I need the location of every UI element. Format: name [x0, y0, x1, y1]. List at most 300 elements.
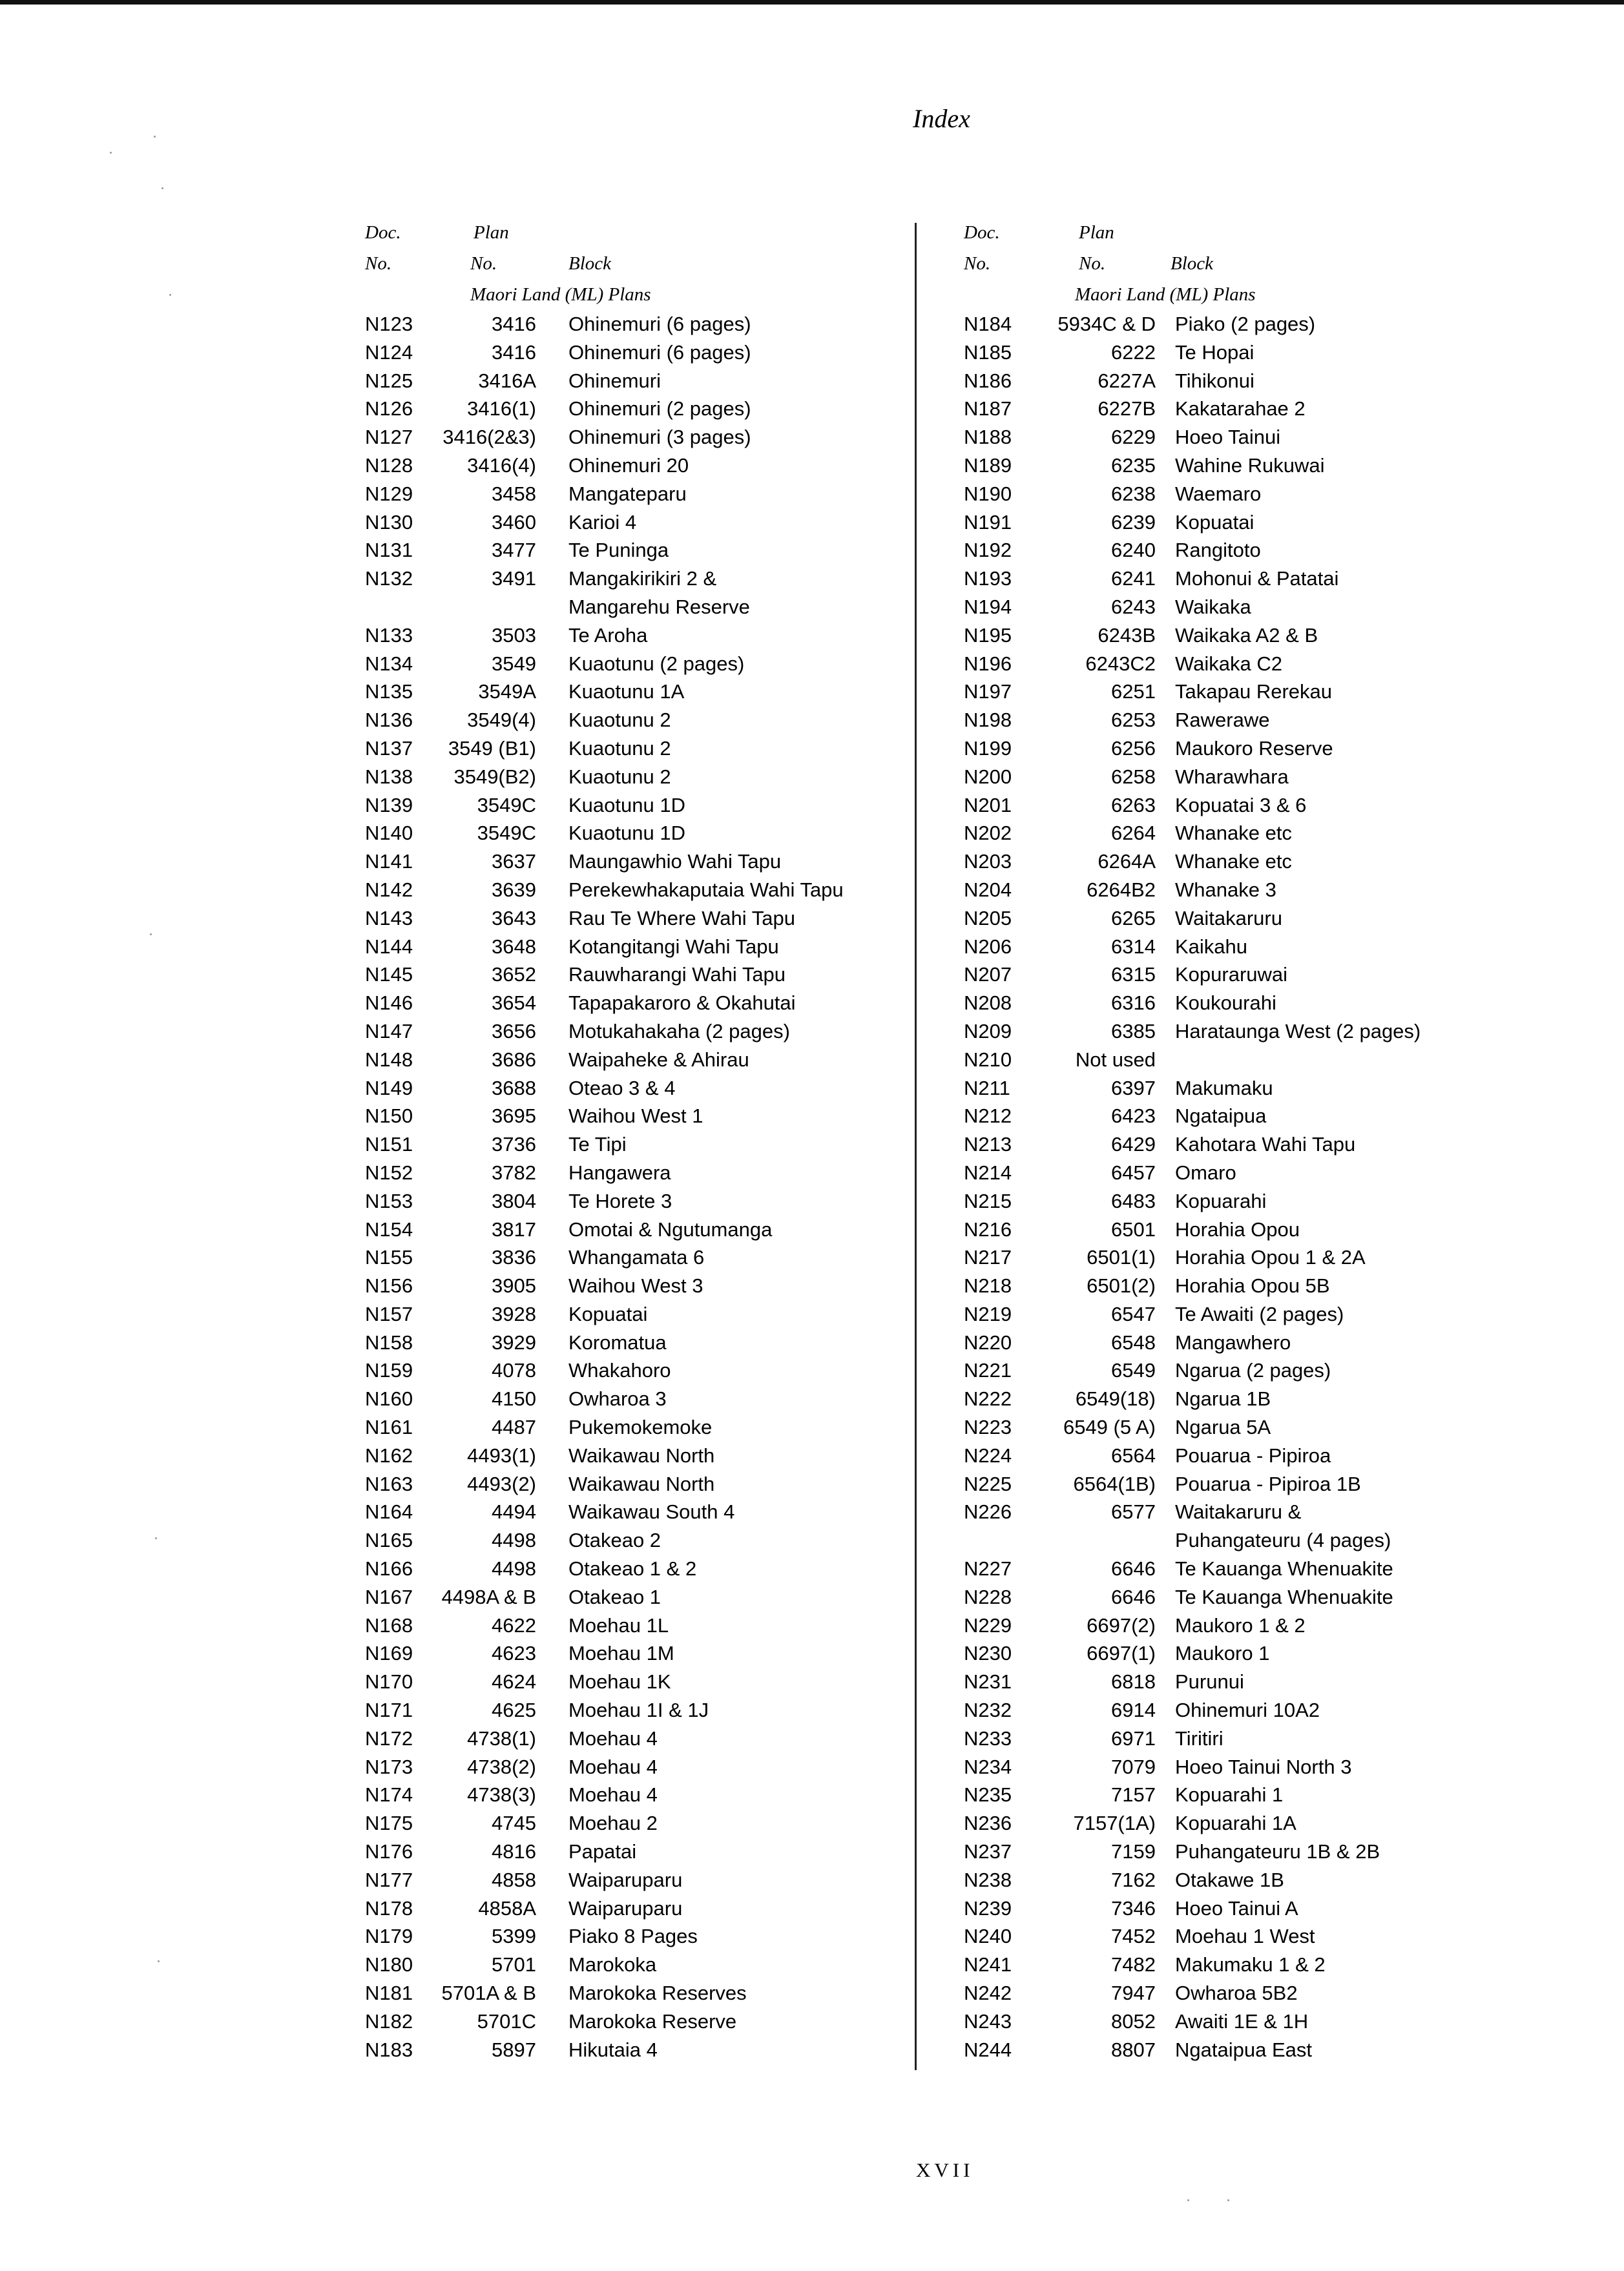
block-name: Ohinemuri — [568, 369, 661, 392]
doc-number: N230 — [964, 1642, 1012, 1665]
index-row — [964, 1187, 1455, 1216]
index-row — [964, 847, 1455, 876]
index-row — [365, 367, 895, 395]
doc-number: N197 — [964, 680, 1012, 703]
doc-number: N244 — [964, 2038, 1012, 2061]
doc-number: N133 — [365, 623, 413, 647]
block-name: Waikawau South 4 — [568, 1500, 735, 1524]
index-row — [365, 451, 895, 480]
doc-number: N224 — [964, 1444, 1012, 1467]
block-name: Kotangitangi Wahi Tapu — [568, 935, 779, 958]
index-row — [365, 1300, 895, 1329]
doc-number: N192 — [964, 539, 1012, 562]
plan-number: 3549(B2) — [453, 765, 536, 788]
block-name: Mangakirikiri 2 & — [568, 567, 717, 590]
doc-number: N226 — [964, 1500, 1012, 1524]
plan-number: 5701C — [477, 2009, 536, 2033]
index-row — [365, 1074, 895, 1103]
index-row — [964, 933, 1455, 961]
block-name: Te Tipi — [568, 1133, 627, 1156]
index-column-right — [964, 217, 1455, 2064]
doc-number: N233 — [964, 1727, 1012, 1750]
doc-number: N218 — [964, 1274, 1012, 1298]
doc-number: N223 — [964, 1416, 1012, 1439]
index-row — [365, 1894, 895, 1923]
index-row — [365, 763, 895, 791]
index-row — [964, 1838, 1455, 1866]
plan-number: 3416A — [478, 369, 536, 392]
column-header-row-2 — [365, 248, 895, 279]
doc-number: N159 — [365, 1359, 413, 1382]
block-name: Kaikahu — [1175, 935, 1248, 958]
header-block: Block — [568, 253, 612, 274]
doc-number: N150 — [365, 1104, 413, 1128]
index-row — [365, 1838, 895, 1866]
plan-number: 8807 — [1111, 2038, 1156, 2061]
block-name: Whakahoro — [568, 1359, 671, 1382]
plan-number: 6564(1B) — [1073, 1472, 1156, 1495]
doc-number: N179 — [365, 1925, 413, 1948]
index-row — [365, 1781, 895, 1809]
plan-number: 3549(4) — [467, 709, 536, 732]
header-plan: Plan — [474, 222, 509, 243]
doc-number: N155 — [365, 1246, 413, 1269]
doc-number: N198 — [964, 709, 1012, 732]
doc-number: N145 — [365, 963, 413, 986]
plan-number: 6646 — [1111, 1557, 1156, 1581]
plan-number: 3817 — [492, 1218, 536, 1241]
block-name: Rau Te Where Wahi Tapu — [568, 906, 795, 929]
block-name: Tapapakaroro & Okahutai — [568, 991, 796, 1015]
index-row — [365, 1979, 895, 2007]
plan-number: 7157(1A) — [1073, 1812, 1156, 1835]
block-name: Horahia Opou — [1175, 1218, 1300, 1241]
block-name: Moehau 1K — [568, 1670, 671, 1694]
plan-number: 3416 — [492, 340, 536, 364]
plan-number: 4078 — [492, 1359, 536, 1382]
plan-number: 3503 — [492, 623, 536, 647]
plan-number: 3416(4) — [467, 453, 536, 477]
plan-number: 5897 — [492, 2038, 536, 2061]
plan-number: 5934C & D — [1057, 313, 1156, 335]
block-name: Marokoka — [568, 1953, 657, 1976]
doc-number: N129 — [365, 482, 413, 505]
doc-number: N166 — [365, 1557, 413, 1581]
column-header-row-1 — [365, 217, 895, 248]
index-row — [365, 650, 895, 678]
block-name: Waikawau North — [568, 1472, 715, 1495]
block-name: Waikaka — [1175, 595, 1251, 618]
plan-number: 6314 — [1111, 935, 1156, 958]
doc-number: N211 — [964, 1076, 1010, 1099]
doc-number: N154 — [365, 1218, 413, 1241]
block-name: Kopuarahi 1 — [1175, 1783, 1284, 1807]
index-row — [365, 1329, 895, 1357]
index-row — [964, 2036, 1455, 2064]
block-name: Piako (2 pages) — [1175, 313, 1316, 335]
doc-number: N189 — [964, 453, 1012, 477]
index-row — [365, 1187, 895, 1216]
doc-number: N148 — [365, 1048, 413, 1071]
index-row — [964, 1470, 1455, 1498]
index-row — [964, 1046, 1455, 1074]
index-row — [365, 1668, 895, 1696]
block-name: Kopuarahi — [1175, 1189, 1267, 1212]
index-row — [964, 1639, 1455, 1668]
block-name: Te Kauanga Whenuakite — [1175, 1585, 1393, 1608]
doc-number: N241 — [964, 1953, 1012, 1976]
plan-number: 6264A — [1098, 850, 1156, 873]
section-title: Maori Land (ML) Plans — [1075, 284, 1256, 305]
plan-number: 6549(18) — [1075, 1387, 1156, 1411]
index-row — [964, 734, 1455, 763]
plan-number: 3491 — [492, 567, 536, 590]
doc-number: N137 — [365, 736, 413, 760]
plan-number: 6238 — [1111, 482, 1156, 505]
doc-number: N158 — [365, 1331, 413, 1354]
doc-number: N236 — [964, 1812, 1012, 1835]
block-name: Ngataipua East — [1175, 2038, 1312, 2061]
plan-number: 4622 — [492, 1613, 536, 1637]
doc-number: N242 — [964, 1982, 1012, 2005]
block-name: Te Hopai — [1175, 340, 1254, 364]
block-name: Moehau 4 — [568, 1727, 658, 1750]
scan-speck — [158, 1960, 160, 1962]
doc-number: N123 — [365, 313, 413, 335]
plan-number: 7452 — [1111, 1925, 1156, 1948]
doc-number: N156 — [365, 1274, 413, 1298]
block-name: Whangamata 6 — [568, 1246, 705, 1269]
header-no: No. — [964, 253, 991, 274]
header-plan: Plan — [1079, 222, 1114, 243]
plan-number: 6646 — [1111, 1585, 1156, 1608]
index-row — [365, 1526, 895, 1555]
index-row — [964, 1300, 1455, 1329]
doc-number: N180 — [365, 1953, 413, 1976]
block-name: Kuaotunu 2 — [568, 765, 671, 788]
plan-number: 4494 — [492, 1500, 536, 1524]
plan-number: 7157 — [1111, 1783, 1156, 1807]
plan-number: Not used — [1075, 1048, 1156, 1071]
index-row — [365, 621, 895, 650]
plan-number: 4498 — [492, 1557, 536, 1581]
plan-number: 6501 — [1111, 1218, 1156, 1241]
doc-number: N172 — [365, 1727, 413, 1750]
block-name: Waitakaruru & — [1175, 1500, 1302, 1524]
doc-number: N212 — [964, 1104, 1012, 1128]
block-name: Rauwharangi Wahi Tapu — [568, 963, 786, 986]
doc-number: N201 — [964, 793, 1012, 816]
doc-number: N170 — [365, 1670, 413, 1694]
doc-number: N240 — [964, 1925, 1012, 1948]
doc-number: N208 — [964, 991, 1012, 1015]
index-row — [365, 989, 895, 1017]
scan-speck — [1187, 2199, 1189, 2201]
index-row — [365, 1017, 895, 1046]
index-row — [365, 1612, 895, 1640]
block-name: Kakatarahae 2 — [1175, 397, 1306, 420]
block-name: Pouarua - Pipiroa 1B — [1175, 1472, 1361, 1495]
block-name: Hoeo Tainui — [1175, 426, 1281, 449]
block-name: Wahine Rukuwai — [1175, 453, 1325, 477]
block-name: Waihou West 1 — [568, 1104, 703, 1128]
block-name: Waikaka C2 — [1175, 652, 1282, 675]
block-name: Rawerawe — [1175, 709, 1270, 732]
block-name: Ngarua 1B — [1175, 1387, 1271, 1411]
block-name: Otakeao 2 — [568, 1529, 661, 1552]
block-name: Moehau 4 — [568, 1783, 658, 1807]
doc-number: N191 — [964, 510, 1012, 534]
plan-number: 4624 — [492, 1670, 536, 1694]
block-name: Motukahakaha (2 pages) — [568, 1019, 790, 1042]
doc-number: N163 — [365, 1472, 413, 1495]
doc-number: N164 — [365, 1500, 413, 1524]
block-name: Moehau 2 — [568, 1812, 658, 1835]
doc-number: N169 — [365, 1642, 413, 1665]
doc-number: N176 — [365, 1840, 413, 1863]
doc-number: N193 — [964, 567, 1012, 590]
plan-number: 5399 — [492, 1925, 536, 1948]
index-row — [964, 876, 1455, 904]
block-name: Otakeao 1 & 2 — [568, 1557, 697, 1581]
plan-number: 3416(2&3) — [442, 426, 536, 449]
doc-number: N132 — [365, 567, 413, 590]
doc-number: N124 — [365, 340, 413, 364]
plan-number: 4816 — [492, 1840, 536, 1863]
doc-number: N194 — [964, 595, 1012, 618]
plan-number: 6549 — [1111, 1359, 1156, 1382]
block-name: Waiparuparu — [568, 1896, 683, 1920]
plan-number: 7079 — [1111, 1755, 1156, 1778]
header-no: No. — [365, 253, 392, 274]
plan-number: 4738(3) — [467, 1783, 536, 1807]
block-name: Purunui — [1175, 1670, 1244, 1694]
index-row — [365, 1046, 895, 1074]
index-row — [365, 678, 895, 706]
block-name: Hoeo Tainui North 3 — [1175, 1755, 1352, 1778]
plan-number: 6316 — [1111, 991, 1156, 1015]
index-row — [964, 395, 1455, 423]
doc-number: N185 — [964, 340, 1012, 364]
plan-number: 6483 — [1111, 1189, 1156, 1212]
block-name: Owharoa 3 — [568, 1387, 667, 1411]
index-row — [964, 1243, 1455, 1272]
plan-number: 4738(1) — [467, 1727, 536, 1750]
index-rows-left — [365, 310, 895, 2064]
index-row — [365, 1159, 895, 1187]
doc-number: N219 — [964, 1302, 1012, 1325]
doc-number: N204 — [964, 878, 1012, 901]
doc-number: N227 — [964, 1557, 1012, 1581]
block-name: Mangateparu — [568, 482, 687, 505]
block-name: Otakawe 1B — [1175, 1868, 1284, 1891]
index-row — [365, 1356, 895, 1385]
block-name: Takapau Rerekau — [1175, 680, 1332, 703]
index-row — [365, 1243, 895, 1272]
plan-number: 5701 — [492, 1953, 536, 1976]
block-name: Puhangateuru 1B & 2B — [1175, 1840, 1380, 1863]
doc-number: N199 — [964, 736, 1012, 760]
index-row — [365, 1951, 895, 1979]
block-name: Waipaheke & Ahirau — [568, 1048, 749, 1071]
block-name: Waemaro — [1175, 482, 1262, 505]
block-name: Horahia Opou 5B — [1175, 1274, 1330, 1298]
block-name: Ohinemuri (6 pages) — [568, 313, 751, 335]
block-name: Waiparuparu — [568, 1868, 683, 1891]
index-row — [964, 451, 1455, 480]
block-name: Ohinemuri (3 pages) — [568, 426, 751, 449]
index-row — [365, 1130, 895, 1159]
doc-number: N152 — [365, 1161, 413, 1184]
doc-number: N238 — [964, 1868, 1012, 1891]
block-name: Marokoka Reserves — [568, 1982, 747, 2005]
block-name: Kopuraruwai — [1175, 963, 1288, 986]
index-row — [964, 706, 1455, 734]
doc-number: N222 — [964, 1387, 1012, 1411]
block-name: Pouarua - Pipiroa — [1175, 1444, 1331, 1467]
index-row — [365, 1583, 895, 1612]
block-name: Moehau 1I & 1J — [568, 1699, 709, 1722]
index-row — [365, 1639, 895, 1668]
plan-number: 6457 — [1111, 1161, 1156, 1184]
plan-number: 4150 — [492, 1387, 536, 1411]
block-name: Omotai & Ngutumanga — [568, 1218, 773, 1241]
doc-number: N127 — [365, 426, 413, 449]
plan-number: 6258 — [1111, 765, 1156, 788]
block-name: Waikaka A2 & B — [1175, 623, 1318, 647]
block-name: Awaiti 1E & 1H — [1175, 2009, 1309, 2033]
plan-number: 4493(2) — [467, 1472, 536, 1495]
index-row — [365, 338, 895, 367]
doc-number: N190 — [964, 482, 1012, 505]
index-row — [964, 678, 1455, 706]
plan-number: 6315 — [1111, 963, 1156, 986]
plan-number: 6241 — [1111, 567, 1156, 590]
plan-number: 3905 — [492, 1274, 536, 1298]
doc-number: N147 — [365, 1019, 413, 1042]
index-row — [964, 989, 1455, 1017]
block-name: Tihikonui — [1175, 369, 1254, 392]
plan-number: 6240 — [1111, 539, 1156, 562]
section-heading — [365, 279, 895, 310]
plan-number: 3928 — [492, 1302, 536, 1325]
doc-number: N209 — [964, 1019, 1012, 1042]
plan-number: 7162 — [1111, 1868, 1156, 1891]
index-row — [964, 1272, 1455, 1300]
plan-number: 3648 — [492, 935, 536, 958]
doc-number: N220 — [964, 1331, 1012, 1354]
header-doc: Doc. — [964, 222, 1000, 243]
plan-number: 4487 — [492, 1416, 536, 1439]
doc-number: N143 — [365, 906, 413, 929]
doc-number: N210 — [964, 1048, 1012, 1071]
doc-number: N140 — [365, 822, 413, 845]
plan-number: 3652 — [492, 963, 536, 986]
page-number: XVII — [916, 2159, 974, 2181]
block-name: Whanake 3 — [1175, 878, 1276, 901]
index-row — [964, 1555, 1455, 1583]
block-name: Kopuatai — [568, 1302, 648, 1325]
doc-number: N181 — [365, 1982, 413, 2005]
index-row — [964, 621, 1455, 650]
doc-number: N125 — [365, 369, 413, 392]
doc-number: N153 — [365, 1189, 413, 1212]
doc-number: N229 — [964, 1613, 1012, 1637]
plan-number: 7482 — [1111, 1953, 1156, 1976]
plan-number: 6243 — [1111, 595, 1156, 618]
scan-speck — [161, 187, 163, 189]
block-name: Hoeo Tainui A — [1175, 1896, 1298, 1920]
plan-number: 6253 — [1111, 709, 1156, 732]
plan-number: 3416 — [492, 313, 536, 335]
plan-number: 6501(1) — [1087, 1246, 1156, 1269]
block-name: Kuaotunu 1A — [568, 680, 685, 703]
plan-number: 3549 — [492, 652, 536, 675]
doc-number: N157 — [365, 1302, 413, 1325]
block-name: Maukoro 1 — [1175, 1642, 1270, 1665]
doc-number: N128 — [365, 453, 413, 477]
index-row — [964, 1216, 1455, 1244]
block-name: Moehau 1 West — [1175, 1925, 1315, 1948]
index-row — [365, 1922, 895, 1951]
doc-number: N234 — [964, 1755, 1012, 1778]
plan-number: 6423 — [1111, 1104, 1156, 1128]
plan-number: 3477 — [492, 539, 536, 562]
plan-number: 4625 — [492, 1699, 536, 1722]
scan-speck — [155, 1537, 157, 1539]
block-name: Owharoa 5B2 — [1175, 1982, 1298, 2005]
index-row — [365, 1753, 895, 1781]
doc-number: N184 — [964, 313, 1012, 335]
doc-number: N239 — [964, 1896, 1012, 1920]
index-row — [365, 310, 895, 338]
index-row — [365, 1866, 895, 1894]
index-row — [365, 1498, 895, 1526]
index-row — [365, 933, 895, 961]
index-row — [964, 1866, 1455, 1894]
plan-number: 4745 — [492, 1812, 536, 1835]
scan-speck — [150, 933, 152, 935]
plan-number: 3688 — [492, 1076, 536, 1099]
index-row — [964, 1130, 1455, 1159]
index-row — [365, 1725, 895, 1753]
index-row — [964, 1951, 1455, 1979]
column-divider — [915, 223, 917, 2070]
block-name: Kuaotunu 1D — [568, 793, 685, 816]
doc-number: N144 — [365, 935, 413, 958]
block-name: Te Awaiti (2 pages) — [1175, 1302, 1344, 1325]
index-rows-right — [964, 310, 1455, 2064]
scan-speck — [169, 294, 171, 296]
doc-number: N182 — [365, 2009, 413, 2033]
scan-speck — [110, 152, 112, 154]
doc-number: N205 — [964, 906, 1012, 929]
index-row — [964, 1753, 1455, 1781]
index-row — [964, 1696, 1455, 1725]
index-row — [964, 1668, 1455, 1696]
block-name: Ohinemuri 20 — [568, 453, 689, 477]
index-row — [365, 1442, 895, 1470]
block-name: Te Puninga — [568, 539, 669, 562]
block-name: Makumaku 1 & 2 — [1175, 1953, 1326, 1976]
index-row — [365, 1809, 895, 1838]
plan-number: 6235 — [1111, 453, 1156, 477]
block-name: Whanake etc — [1175, 850, 1292, 873]
plan-number: 6697(2) — [1087, 1613, 1156, 1637]
plan-number: 7947 — [1111, 1982, 1156, 2005]
plan-number: 3549C — [477, 822, 536, 845]
doc-number: N231 — [964, 1670, 1012, 1694]
